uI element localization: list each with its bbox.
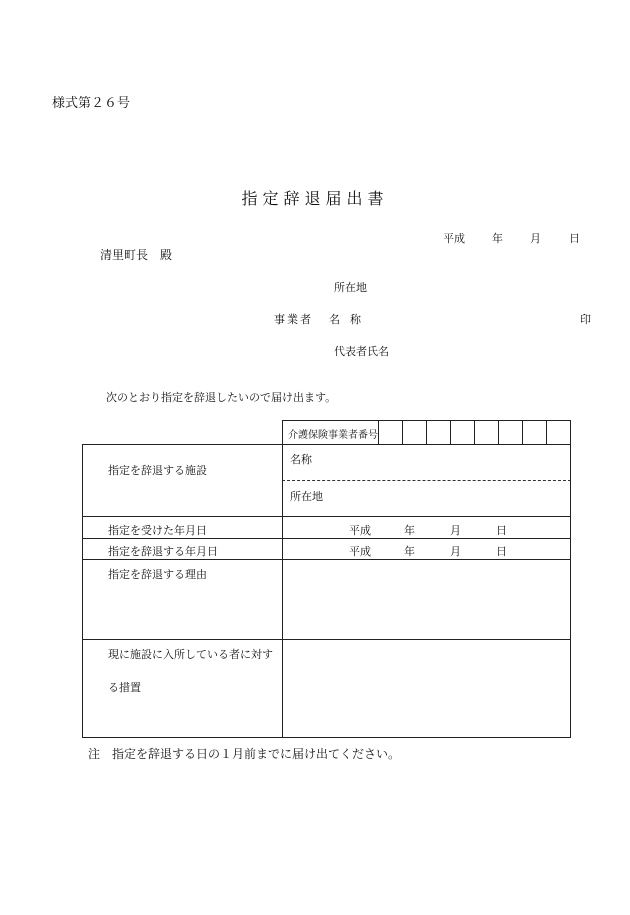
table-border-top — [82, 444, 571, 445]
number-cell-divider — [522, 420, 523, 444]
received-date-era: 平成 — [349, 524, 371, 537]
number-cell-divider — [498, 420, 499, 444]
withdrawal-date-era: 平成 — [349, 545, 371, 558]
form-number: 様式第２６号 — [52, 96, 131, 111]
table-border-bottom — [82, 737, 571, 738]
facility-label: 指定を辞退する施設 — [108, 464, 207, 477]
intro-text: 次のとおり指定を辞退したいので届け出ます。 — [106, 391, 337, 404]
withdrawal-date-label: 指定を辞退する年月日 — [108, 545, 218, 558]
number-cell-divider — [378, 420, 379, 444]
seal-mark: 印 — [580, 313, 591, 326]
date-year-label: 年 — [492, 232, 503, 245]
withdrawal-date-month: 月 — [450, 545, 461, 558]
number-cell-divider — [402, 420, 403, 444]
facility-address-label: 所在地 — [290, 490, 323, 503]
insurance-number-label: 介護保険事業者番号 — [288, 430, 378, 441]
facility-divider-dashed — [282, 480, 571, 481]
resident-measures-label: 現に施設に入所している者に対す — [108, 648, 273, 661]
applicant-address-label: 所在地 — [334, 281, 367, 294]
addressee: 清里町長 殿 — [100, 248, 173, 262]
received-date-month: 月 — [450, 524, 461, 537]
resident-measures-label-cont: る措置 — [108, 681, 141, 694]
table-border-left — [82, 444, 83, 738]
number-cell-divider — [546, 420, 547, 444]
table-border-right — [570, 420, 571, 738]
applicant-representative-label: 代表者氏名 — [334, 345, 389, 358]
number-cell-divider — [474, 420, 475, 444]
footnote: 注 指定を辞退する日の１月前までに届け出てください。 — [88, 747, 401, 761]
withdrawal-reason-label: 指定を辞退する理由 — [108, 568, 207, 581]
document-title: 指定辞退届出書 — [241, 189, 389, 208]
number-cell-divider — [450, 420, 451, 444]
applicant-name-label: 名称 — [329, 313, 371, 326]
table-row-divider — [82, 516, 571, 517]
date-month-label: 月 — [530, 232, 541, 245]
received-date-label: 指定を受けた年月日 — [108, 524, 207, 537]
withdrawal-date-day: 日 — [496, 545, 507, 558]
table-column-divider — [282, 420, 283, 738]
table-row-divider — [82, 639, 571, 640]
date-era: 平成 — [443, 232, 465, 245]
date-day-label: 日 — [569, 232, 580, 245]
number-cell-divider — [426, 420, 427, 444]
applicant-business-label: 事業者 — [274, 313, 313, 326]
facility-name-label: 名称 — [290, 453, 312, 466]
table-row-divider — [82, 559, 571, 560]
received-date-day: 日 — [496, 524, 507, 537]
received-date-year: 年 — [404, 524, 415, 537]
table-row-divider — [82, 538, 571, 539]
withdrawal-date-year: 年 — [404, 545, 415, 558]
